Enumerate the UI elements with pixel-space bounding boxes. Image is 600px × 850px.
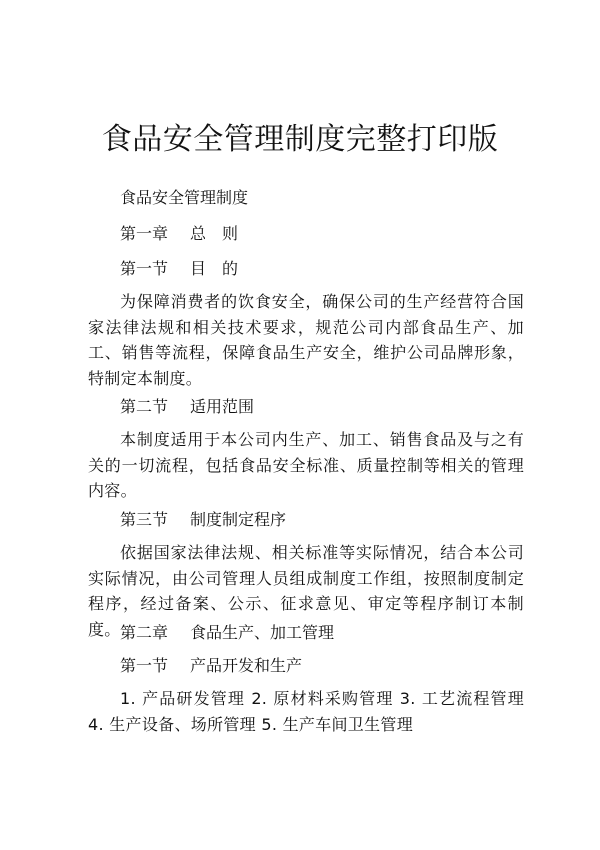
section-2-1-name: 产品开发和生产 [190, 656, 303, 675]
section-1-1-heading [120, 257, 238, 281]
section-1-1-name: 目 的 [190, 259, 239, 278]
section-1-3-heading [120, 508, 286, 532]
section-2-1-label: 第一节 [120, 656, 169, 675]
section-1-2-name: 适用范围 [190, 397, 255, 416]
document-heading: 食品安全管理制度 [120, 188, 249, 207]
chapter-2-name: 食品生产、加工管理 [190, 623, 335, 642]
section-1-1-label: 第一节 [120, 259, 169, 278]
document-title: 食品安全管理制度完整打印版 [101, 122, 499, 157]
section-1-3-label: 第三节 [120, 510, 169, 529]
section-1-3-body: 依据国家法律法规、相关标准等实际情况，结合本公司实际情况，由公司管理人员组成制度工作组，按照制度制定程序，经过备案、公示、征求意见、审定等程序制订本制度。 [88, 543, 524, 639]
section-2-1-heading [120, 654, 302, 678]
section-1-3-name: 制度制定程序 [190, 510, 287, 529]
section-2-1-body: 1. 产品研发管理 2. 原材料采购管理 3. 工艺流程管理 4. 生产设备、场所管理 5. 生产车间卫生管理 [88, 689, 524, 734]
section-1-2-label: 第二节 [120, 397, 169, 416]
chapter-2-label: 第二章 [120, 623, 169, 642]
section-1-2-body: 本制度适用于本公司内生产、加工、销售食品及与之有关的一切流程，包括食品安全标准、质量控制等相关的管理内容。 [88, 430, 524, 500]
chapter-1-label: 第一章 [120, 224, 169, 243]
chapter-1-name: 总 则 [190, 224, 239, 243]
chapter-1-heading [120, 222, 238, 246]
section-1-1-body: 为保障消费者的饮食安全，确保公司的生产经营符合国家法律法规和相关技术要求，规范公司内部食品生产、加工、销售等流程，保障食品生产安全，维护公司品牌形象，特制定本制度。 [88, 292, 524, 388]
chapter-2-heading [120, 621, 334, 645]
section-1-2-heading [120, 395, 254, 419]
